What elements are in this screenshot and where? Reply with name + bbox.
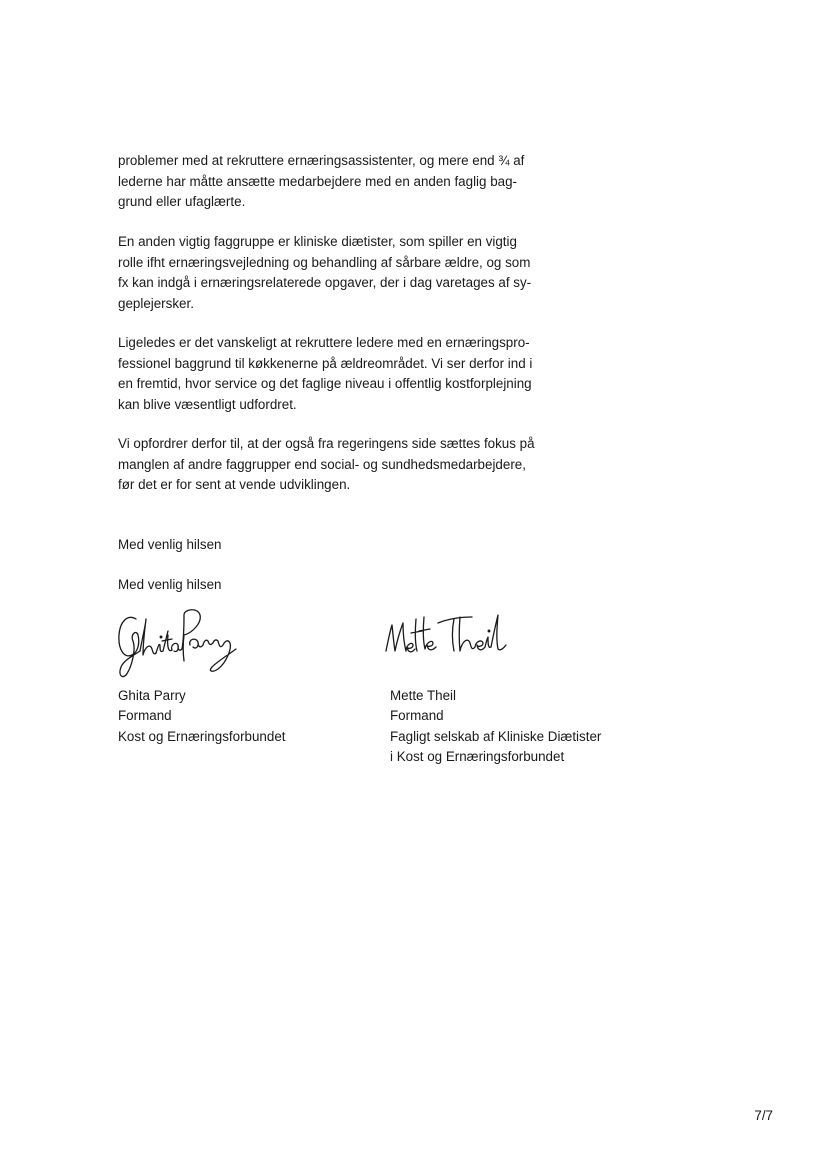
paragraph-line: fx kan indgå i ernæringsrelaterede opgaver, der i dag varetages af sy- xyxy=(118,275,532,290)
paragraph-line: problemer med at rekruttere ernæringsassistenter, og mere end ¾ af xyxy=(118,153,525,168)
signatory-title: Formand xyxy=(390,708,444,724)
paragraph-line: fessionel baggrund til køkkenerne på ældreområdet. Vi ser derfor ind i xyxy=(118,355,533,371)
paragraph-line: kan blive væsentligt udfordret. xyxy=(118,396,297,412)
paragraph-line: manglen af andre faggrupper end social- og sundhedsmedarbejdere, xyxy=(118,456,526,472)
signatory-name: Mette Theil xyxy=(390,688,456,703)
paragraph-line: rolle ifht ernæringsvejledning og behandling af sårbare ældre, og som xyxy=(118,254,531,270)
signatory-block-2 xyxy=(390,686,601,767)
closing-greeting: Med venlig hilsen xyxy=(118,537,222,552)
signatory-block-1 xyxy=(118,686,285,747)
signature-ghita-parry xyxy=(112,605,242,680)
signatory-name: Ghita Parry xyxy=(118,688,186,703)
signatory-organization: i Kost og Ernæringsforbundet xyxy=(390,748,565,764)
closing-greeting: Med venlig hilsen xyxy=(118,577,222,592)
signature-mette-theil xyxy=(380,611,520,661)
body-paragraph-2 xyxy=(118,232,568,314)
body-paragraph-3 xyxy=(118,333,568,415)
paragraph-line: en fremtid, hvor service og det faglige niveau i offentlig kostforplejning xyxy=(118,376,532,391)
paragraph-line: En anden vigtig faggruppe er kliniske diætister, som spiller en vigtig xyxy=(118,234,517,249)
signatory-organization: Kost og Ernæringsforbundet xyxy=(118,728,286,744)
paragraph-line: grund eller ufaglærte. xyxy=(118,194,246,209)
signatory-title: Formand xyxy=(118,708,172,724)
page-number: 7/7 xyxy=(754,1108,773,1123)
signatory-organization: Fagligt selskab af Kliniske Diætister xyxy=(390,728,602,744)
body-paragraph-1 xyxy=(118,151,568,213)
paragraph-line: før det er for sent at vende udviklingen. xyxy=(118,477,351,492)
body-paragraph-4 xyxy=(118,434,568,496)
paragraph-line: Vi opfordrer derfor til, at der også fra regeringens side sættes fokus på xyxy=(118,436,535,451)
paragraph-line: Ligeledes er det vanskeligt at rekruttere ledere med en ernæringspro- xyxy=(118,335,530,350)
paragraph-line: lederne har måtte ansætte medarbejdere med en anden faglig bag- xyxy=(118,173,517,189)
paragraph-line: geplejersker. xyxy=(118,295,194,311)
